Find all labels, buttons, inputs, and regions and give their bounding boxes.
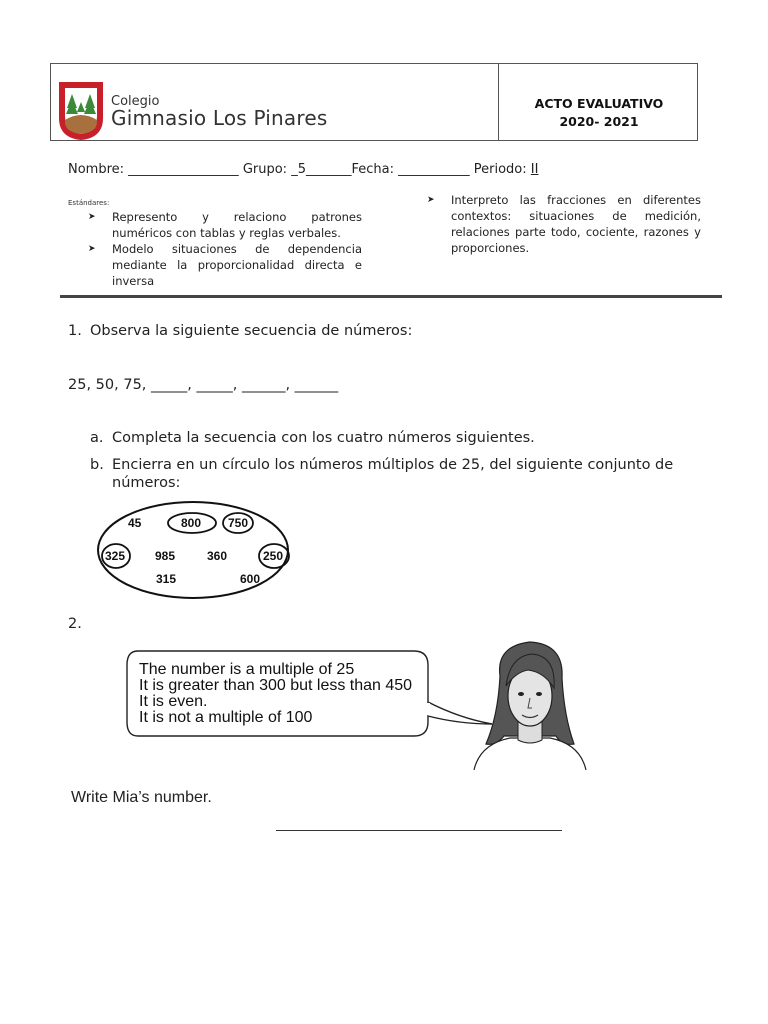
standard-item [427,192,701,258]
answer-line [276,830,562,831]
set-number: 600 [240,572,261,586]
q1a-label: a. [90,430,104,446]
section-divider [60,295,722,298]
set-number: 360 [207,549,228,563]
speech-line: It is even. [139,693,208,710]
q1b-text-line2: números: [112,475,181,491]
standard-text: Represento y relaciono patrones numéricos con tablas y reglas verbales. [112,210,362,240]
q1a-text: Completa la secuencia con los cuatro números siguientes. [112,430,535,446]
set-number: 315 [156,572,177,586]
q2-number: 2. [68,616,82,632]
student-info-row [68,162,538,177]
grupo-label: Grupo: [242,162,288,177]
speech-line: It is not a multiple of 100 [139,709,313,726]
set-number: 800 [181,516,202,530]
q1-number: 1. [68,323,82,339]
school-logo [57,80,105,142]
q1b-label: b. [90,457,104,473]
speech-line: It is greater than 300 but less than 450 [139,677,413,694]
bullet-icon: ➤ [427,195,435,205]
mia-illustration [470,636,590,770]
fecha-label: Fecha: [351,162,394,177]
grupo-blank: ____ [325,162,352,177]
standard-text: Interpreto las fracciones en diferentes contextos: situaciones de medición, relaciones parte todo, cociente, razones y proporciones. [451,193,701,255]
standards-label: Estándares: [68,199,110,207]
header-divider [498,63,499,141]
standard-item [88,241,362,291]
q1b-text-line1: Encierra en un círculo los números múltiplos de 25, del siguiente conjunto de [112,457,674,473]
eval-title: ACTO EVALUATIVO [534,96,664,111]
set-number: 750 [228,516,249,530]
q1-text: Observa la siguiente secuencia de números: [90,323,413,339]
q2-instruction: Write Mia’s number. [71,789,212,806]
periodo-value: II [530,162,539,177]
periodo-label: Periodo: [473,162,527,177]
nombre-label: Nombre: [68,162,125,177]
eval-year: 2020- 2021 [559,114,639,129]
eval-title-block [500,95,698,131]
speech-text [139,662,412,726]
bullet-icon: ➤ [88,244,96,254]
q1-sequence: 25, 50, 75, _____, _____, ______, ______ [68,377,339,393]
set-number: 325 [105,549,126,563]
set-number: 250 [263,549,284,563]
set-number: 985 [155,549,176,563]
fecha-blank: ___________ [398,162,470,177]
nombre-blank: _________________ [128,162,239,177]
standard-item [88,209,362,243]
school-name: Gimnasio Los Pinares [111,106,328,130]
school-prefix: Colegio [111,94,160,109]
speech-line: The number is a multiple of 25 [139,661,355,678]
standard-text: Modelo situaciones de dependencia mediante la proporcionalidad directa e inversa [112,242,362,288]
grupo-value: _5___ [291,162,326,177]
set-number: 45 [128,516,142,530]
bullet-icon: ➤ [88,212,96,222]
